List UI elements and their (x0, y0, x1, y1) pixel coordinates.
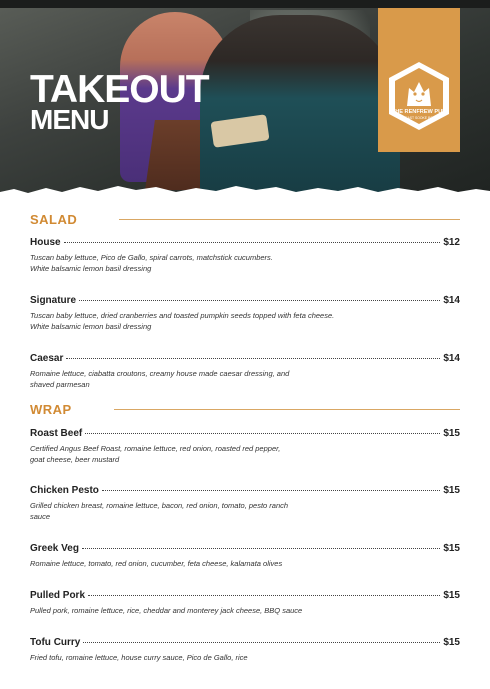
dot-leader (79, 300, 440, 301)
dot-leader (102, 490, 440, 491)
hero-photo (0, 0, 490, 200)
menu-item-signature (30, 295, 460, 332)
menu-item-caesar (30, 353, 460, 390)
menu-item-house (30, 237, 460, 274)
item-price: $15 (443, 637, 460, 648)
item-name: Greek Veg (30, 543, 79, 554)
dot-leader (88, 595, 440, 596)
bear-logo-icon (387, 60, 451, 132)
menu-item-chicken-pesto (30, 485, 460, 522)
item-description: Grilled chicken breast, romaine lettuce, bacon, red onion, tomato, pesto ranch sauce (30, 501, 289, 521)
item-name: Chicken Pesto (30, 485, 99, 496)
torn-paper-edge (0, 180, 490, 200)
item-price: $12 (443, 237, 460, 248)
item-description: Pulled pork, romaine lettuce, rice, cheddar and monterey jack cheese, BBQ sauce (30, 606, 303, 615)
item-name: Roast Beef (30, 428, 83, 439)
item-description: Tuscan baby lettuce, dried cranberries and toasted pumpkin seeds topped with feta cheese. White balsamic lemon basil dressing (30, 311, 335, 331)
item-description: Tuscan baby lettuce, Pico de Gallo, spiral carrots, matchstick cucumbers. White balsamic lemon basil dressing (30, 253, 273, 273)
item-description: Romaine lettuce, tomato, red onion, cucumber, feta cheese, kalamata olives (30, 559, 283, 568)
photo-person-right (200, 15, 400, 200)
item-price: $15 (443, 428, 460, 439)
dot-leader (66, 358, 440, 359)
item-price: $14 (443, 353, 460, 364)
dot-leader (82, 548, 440, 549)
section-salad-header (30, 211, 460, 227)
item-price: $15 (443, 590, 460, 601)
item-description: Romaine lettuce, ciabatta croutons, creamy house made caesar dressing, and shaved parmesan (30, 369, 290, 389)
section-divider (119, 219, 460, 220)
item-description: Fried tofu, romaine lettuce, house curry sauce, Pico de Gallo, rice (30, 653, 248, 662)
item-name: Pulled Pork (30, 590, 86, 601)
item-name: House (30, 237, 61, 248)
logo-tagline: EAST SOOKE BC (405, 116, 433, 120)
menu-item-tofu-curry (30, 637, 460, 664)
pub-logo-panel (378, 8, 460, 152)
section-title: SALAD (30, 211, 78, 227)
item-description: Certified Angus Beef Roast, romaine lettuce, red onion, roasted red pepper, goat cheese, beer mustard (30, 444, 281, 464)
dot-leader (64, 242, 441, 243)
menu-item-greek-veg (30, 543, 460, 570)
menu-item-roast-beef (30, 428, 460, 465)
item-price: $15 (443, 485, 460, 496)
menu-title-line1: TAKEOUT (30, 68, 209, 111)
dot-leader (83, 642, 440, 643)
section-wrap-header (30, 401, 460, 417)
item-name: Caesar (30, 353, 64, 364)
menu-item-pulled-pork (30, 590, 460, 617)
dot-leader (85, 433, 440, 434)
logo-name: THE RENFREW PUB (391, 109, 447, 115)
photo-top-edge (0, 0, 490, 8)
menu-title-line2: MENU (30, 104, 109, 135)
item-price: $14 (443, 295, 460, 306)
section-title: WRAP (30, 401, 72, 417)
item-name: Signature (30, 295, 77, 306)
section-divider (114, 409, 460, 410)
item-price: $15 (443, 543, 460, 554)
item-name: Tofu Curry (30, 637, 81, 648)
